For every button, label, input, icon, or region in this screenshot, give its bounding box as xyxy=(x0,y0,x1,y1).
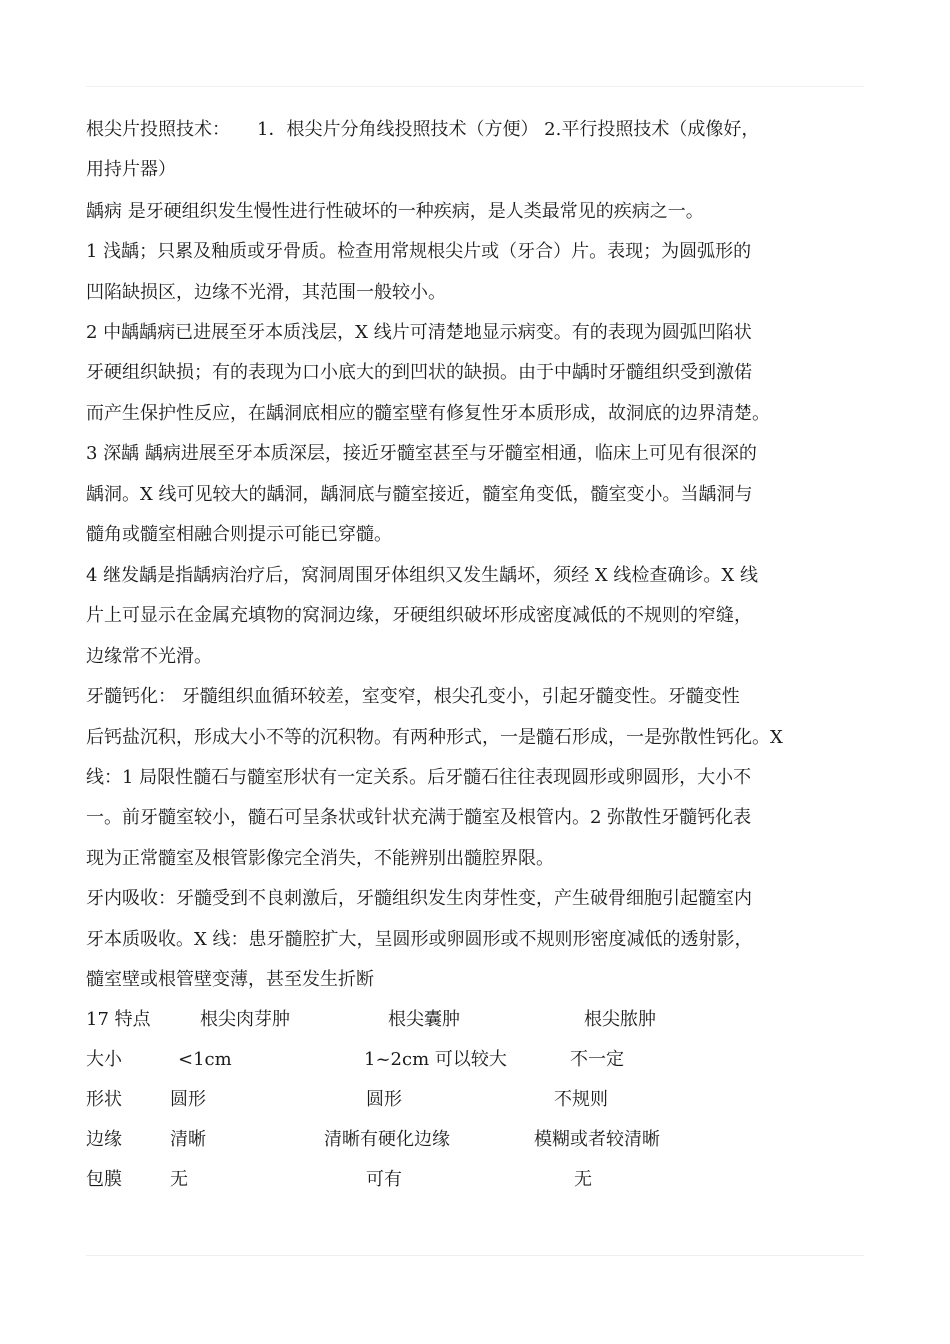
table-cell: 不规则 xyxy=(554,1089,608,1110)
table-header-cell: 根尖囊肿 xyxy=(388,1009,460,1030)
text-line: 2 中龋龋病已进展至牙本质浅层，X 线片可清楚地显示病变。有的表现为圆弧凹陷状 xyxy=(86,322,752,343)
table-cell: 大小 xyxy=(86,1049,122,1070)
table-cell: 圆形 xyxy=(366,1089,402,1110)
text-line: 牙本质吸收。X 线：患牙髓腔扩大，呈圆形或卵圆形或不规则形密度减低的透射影， xyxy=(86,929,753,950)
text-line: 龋洞。X 线可见较大的龋洞，龋洞底与髓室接近，髓室角变低，髓室变小。当龋洞与 xyxy=(86,484,753,505)
text-line: 边缘常不光滑。 xyxy=(86,646,212,667)
table-cell: 模糊或者较清晰 xyxy=(534,1129,660,1150)
table-header-cell: 根尖肉芽肿 xyxy=(200,1009,290,1030)
table-cell: 边缘 xyxy=(86,1129,122,1150)
text-line: 髓角或髓室相融合则提示可能已穿髓。 xyxy=(86,524,392,545)
text-line: 凹陷缺损区，边缘不光滑，其范围一般较小。 xyxy=(86,282,446,303)
table-cell: 无 xyxy=(170,1169,188,1190)
text-line: 一。前牙髓室较小，髓石可呈条状或针状充满于髓室及根管内。2 弥散性牙髓钙化表 xyxy=(86,807,752,828)
table-cell: 清晰 xyxy=(170,1129,206,1150)
text-line: 而产生保护性反应，在龋洞底相应的髓室壁有修复性牙本质形成，故洞底的边界清楚。 xyxy=(86,403,770,424)
text-line: 后钙盐沉积，形成大小不等的沉积物。有两种形式，一是髓石形成，一是弥散性钙化。X xyxy=(86,727,783,748)
text-line: 片上可显示在金属充填物的窝洞边缘，牙硬组织破坏形成密度减低的不规则的窄缝， xyxy=(86,605,752,626)
text-line: 髓室壁或根管壁变薄，甚至发生折断 xyxy=(86,969,374,990)
table-cell: <1cm xyxy=(178,1049,232,1070)
text-line: 3 深龋 龋病进展至牙本质深层，接近牙髓室甚至与牙髓室相通，临床上可见有很深的 xyxy=(86,443,757,464)
text-line: 线：1 局限性髓石与髓室形状有一定关系。后牙髓石往往表现圆形或卵圆形，大小不 xyxy=(86,767,752,788)
text-line: 牙内吸收：牙髓受到不良刺激后，牙髓组织发生肉芽性变，产生破骨细胞引起髓室内 xyxy=(86,888,752,909)
table-header-cell: 17 特点 xyxy=(86,1009,151,1030)
table-cell: 清晰有硬化边缘 xyxy=(324,1129,450,1150)
text-line: 现为正常髓室及根管影像完全消失，不能辨别出髓腔界限。 xyxy=(86,848,554,869)
table-cell: 不一定 xyxy=(570,1049,624,1070)
text-line: 4 继发龋是指龋病治疗后，窝洞周围牙体组织又发生龋坏，须经 X 线检查确诊。X 线 xyxy=(86,565,758,586)
footer-rule xyxy=(86,1255,864,1256)
text-line: 1 浅龋；只累及釉质或牙骨质。检查用常规根尖片或（牙合）片。表现；为圆弧形的 xyxy=(86,241,752,262)
table-cell: 无 xyxy=(574,1169,592,1190)
header-rule xyxy=(86,86,864,87)
text-line: 牙硬组织缺损；有的表现为口小底大的到凹状的缺损。由于中龋时牙髓组织受到激偌 xyxy=(86,362,752,383)
table-cell: 形状 xyxy=(86,1089,122,1110)
table-cell: 可有 xyxy=(366,1169,402,1190)
text-line: 龋病 是牙硬组织发生慢性进行性破坏的一种疾病，是人类最常见的疾病之一。 xyxy=(86,201,704,222)
text-line: 根尖片投照技术： 1．根尖片分角线投照技术（方便） 2.平行投照技术（成像好， xyxy=(86,119,760,140)
text-line: 用持片器） xyxy=(86,159,176,180)
table-cell: 包膜 xyxy=(86,1169,122,1190)
table-header-cell: 根尖脓肿 xyxy=(584,1009,656,1030)
text-line: 牙髓钙化： 牙髓组织血循环较差，室变窄，根尖孔变小，引起牙髓变性。牙髓变性 xyxy=(86,686,740,707)
table-cell: 圆形 xyxy=(170,1089,206,1110)
table-cell: 1~2cm 可以较大 xyxy=(364,1049,507,1070)
